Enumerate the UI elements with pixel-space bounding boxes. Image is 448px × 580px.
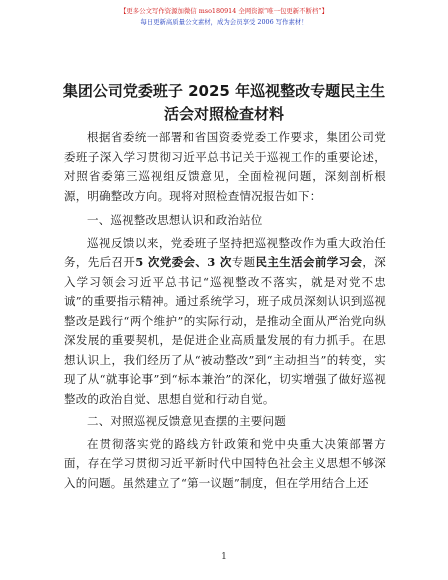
- banner-line-2: 每日更新高质量公文素材，成为会员享受 2006 写作素材！: [140, 18, 308, 26]
- section-2-paragraph: 在贯彻落实党的路线方针政策和党中央重大决策部署方面，存在学习贯彻习近平新时代中国特色社会主义思想不够深入的问题。虽然建立了“第一议题”制度，但在学用结合上还: [64, 436, 386, 490]
- page-number: 1: [221, 552, 227, 562]
- banner-line-1: 【更多公文写作资源加微信 mso180914 全网资源“唯一包更新不断档”】: [120, 7, 328, 15]
- intro-paragraph: 根据省委统一部署和省国资委党委工作要求，集团公司党委班子深入学习贯彻习近平总书记关于巡视工作的重要论述，对照省委第三巡视组反馈意见，全面检视问题，深刻剖析根源，明确整改方向。现将对照检查情况报告如下：: [64, 130, 386, 203]
- section-2-heading: 二、对照巡视反馈意见查摆的主要问题: [87, 414, 286, 428]
- promo-banner: [0, 6, 448, 28]
- section-1-paragraph: [64, 234, 386, 410]
- s1p1-text-a: 巡视反馈以来，党委班子坚持把巡视整改作为重大政治任务，先后召开: [64, 235, 386, 269]
- s1p1-text-c: 专题: [231, 255, 256, 269]
- s1p1-bold-meetings: 5 次党委会、3 次: [135, 255, 232, 269]
- document-title: 集团公司党委班子 2025 年巡视整改专题民主生活会对照检查材料: [62, 82, 386, 123]
- s1p1-bold-study-session: 民主生活会前学习会: [255, 255, 363, 269]
- s1p1-text-e: ，深入学习领会习近平总书记“巡视整改不落实，就是对党不忠诚”的重要指示精神。通过系统学习，班子成员深刻认识到巡视整改是践行“两个维护”的实际行动，是推动全面从严治党向纵深发展的重要契机，是促进企业高质量发展的有力抓手。在思想认识上，我们经历了从“被动整改”到“主动担当”的转变，实现了从“就事论事”到“标本兼治”的深化，切实增强了做好巡视整改的政治自觉、思想自觉和行动自觉。: [64, 255, 387, 406]
- document-body: [64, 128, 386, 493]
- section-1-heading: 一、巡视整改思想认识和政治站位: [87, 213, 263, 227]
